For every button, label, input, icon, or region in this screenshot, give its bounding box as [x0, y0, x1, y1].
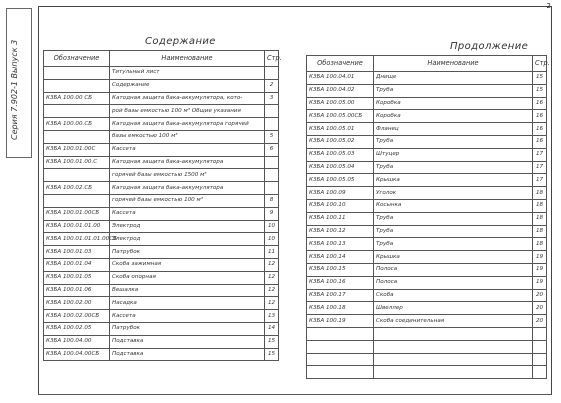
table-row — [44, 348, 279, 361]
row-name: Крышка — [374, 174, 533, 187]
row-code — [44, 130, 110, 143]
row-name: Труба — [374, 161, 533, 174]
row-name: Труба — [374, 135, 533, 148]
row-name — [374, 353, 533, 366]
row-name: Штуцер — [374, 148, 533, 161]
row-code — [44, 105, 110, 118]
table-row — [307, 289, 547, 302]
table-row — [44, 271, 279, 284]
row-name: горячей базы емкостью 100 м³ — [110, 194, 265, 207]
row-name: Катодная защита бака-аккумулятора, кото- — [110, 92, 265, 105]
table-row — [44, 258, 279, 271]
table-row — [307, 366, 547, 379]
row-page: 12 — [265, 258, 279, 271]
row-name: Полоса — [374, 276, 533, 289]
row-name — [374, 340, 533, 353]
row-page: 18 — [533, 212, 547, 225]
row-code: К3БА 100.15 — [307, 263, 374, 276]
row-code: К3БА 100.02.00СБ — [44, 310, 110, 323]
row-name: Кассета — [110, 310, 265, 323]
row-page: 20 — [533, 302, 547, 315]
table-row — [44, 169, 279, 182]
table-row — [307, 161, 547, 174]
row-name: Труба — [374, 238, 533, 251]
row-page: 20 — [533, 315, 547, 328]
row-page: 16 — [533, 123, 547, 136]
row-name: Скоба соединительная — [374, 315, 533, 328]
table-row — [307, 148, 547, 161]
row-code: К3БА 100.05.01 — [307, 123, 374, 136]
row-name: Электрод — [110, 220, 265, 233]
row-name: рой базы емкостью 100 м³ Общие указания — [110, 105, 265, 118]
row-code: К3БА 100.13 — [307, 238, 374, 251]
row-code — [307, 327, 374, 340]
row-code: К3БА 100.02.СБ — [44, 182, 110, 195]
row-page: 17 — [533, 174, 547, 187]
row-code: К3БА 100.01.00СБ — [44, 207, 110, 220]
row-page — [265, 182, 279, 195]
row-page: 10 — [265, 220, 279, 233]
row-name: базы емкостью 100 м³ — [110, 130, 265, 143]
row-name: Фланец — [374, 123, 533, 136]
header-page: Стр. — [533, 56, 547, 72]
table-row — [44, 194, 279, 207]
row-code: К3БА 100.04.00СБ — [44, 348, 110, 361]
row-page: 10 — [265, 233, 279, 246]
row-name: Насадка — [110, 297, 265, 310]
table-row — [44, 118, 279, 131]
row-code — [307, 366, 374, 379]
row-code: К3БА 100.05.02 — [307, 135, 374, 148]
table-row — [44, 105, 279, 118]
row-page: 19 — [533, 251, 547, 264]
header-name: Наименование — [374, 56, 533, 72]
row-page: 5 — [265, 130, 279, 143]
table-row — [307, 238, 547, 251]
row-page: 18 — [533, 238, 547, 251]
row-page: 20 — [533, 289, 547, 302]
row-code: К3БА 100.02.00 — [44, 297, 110, 310]
row-code — [44, 194, 110, 207]
row-code: К3БА 100.17 — [307, 289, 374, 302]
table-row — [307, 353, 547, 366]
row-name: Коробка — [374, 97, 533, 110]
row-code: К3БА 100.01.00С — [44, 143, 110, 156]
table-row — [44, 130, 279, 143]
row-name: Коробка — [374, 110, 533, 123]
row-page — [265, 67, 279, 80]
row-page: 11 — [265, 246, 279, 259]
table-row — [44, 335, 279, 348]
row-name: Труба — [374, 225, 533, 238]
row-name: Содержание — [110, 79, 265, 92]
row-page: 19 — [533, 276, 547, 289]
row-name: Скоба зажимная — [110, 258, 265, 271]
row-page: 14 — [265, 322, 279, 335]
row-page: 13 — [265, 310, 279, 323]
table-header-row — [44, 51, 279, 67]
row-code: К3БА 100.04.02 — [307, 84, 374, 97]
row-code: К3БА 100.18 — [307, 302, 374, 315]
row-page: 2 — [265, 79, 279, 92]
row-name: горячей базы емкостью 1500 м³ — [110, 169, 265, 182]
row-name: Патрубок — [110, 246, 265, 259]
row-page: 16 — [533, 135, 547, 148]
row-page: 15 — [265, 335, 279, 348]
row-code: К3БА 100.10 — [307, 199, 374, 212]
row-code: К3БА 100.16 — [307, 276, 374, 289]
table-row — [44, 67, 279, 80]
row-name: Патрубок — [110, 322, 265, 335]
row-page: 16 — [533, 110, 547, 123]
row-code: К3БА 100.05.05 — [307, 174, 374, 187]
row-page: 15 — [533, 84, 547, 97]
row-code: К3БА 100.04.00 — [44, 335, 110, 348]
row-name: Кассета — [110, 143, 265, 156]
table-row — [307, 276, 547, 289]
table-row — [44, 92, 279, 105]
row-name — [374, 327, 533, 340]
row-code — [44, 169, 110, 182]
row-name: Труба — [374, 212, 533, 225]
table-row — [44, 297, 279, 310]
table-row — [44, 220, 279, 233]
frame-bottom-line — [38, 394, 552, 395]
row-name: Кассета — [110, 207, 265, 220]
row-page — [265, 156, 279, 169]
row-page: 17 — [533, 148, 547, 161]
table-row — [307, 110, 547, 123]
row-page: 18 — [533, 225, 547, 238]
row-name: Катодная защита бака-аккумулятора — [110, 156, 265, 169]
row-page: 12 — [265, 284, 279, 297]
table-row — [44, 246, 279, 259]
row-page: 6 — [265, 143, 279, 156]
row-name: Электрод — [110, 233, 265, 246]
table-row — [307, 97, 547, 110]
row-name: Днище — [374, 72, 533, 85]
row-code: К3БА 100.05.00 — [307, 97, 374, 110]
row-name: Труба — [374, 84, 533, 97]
row-name: Швеллер — [374, 302, 533, 315]
row-page: 3 — [265, 92, 279, 105]
header-code: Обозначение — [307, 56, 374, 72]
row-page: 15 — [533, 72, 547, 85]
row-code: К3БА 100.01.00.С — [44, 156, 110, 169]
row-page: 12 — [265, 271, 279, 284]
row-code: К3БА 100.11 — [307, 212, 374, 225]
left-table-title: Содержание — [145, 36, 216, 47]
row-code: К3БА 100.05.03 — [307, 148, 374, 161]
table-row — [44, 156, 279, 169]
row-page — [533, 366, 547, 379]
row-code: К3БА 100.12 — [307, 225, 374, 238]
row-page — [533, 327, 547, 340]
row-name: Катодная защита бака-аккумулятора горячей — [110, 118, 265, 131]
row-page: 18 — [533, 187, 547, 200]
row-code: К3БА 100.19 — [307, 315, 374, 328]
table-row — [44, 284, 279, 297]
row-name: Скоба — [374, 289, 533, 302]
row-page: 17 — [533, 161, 547, 174]
row-name: Уголок — [374, 187, 533, 200]
table-row — [307, 72, 547, 85]
row-page — [533, 353, 547, 366]
table-row — [307, 251, 547, 264]
row-code: К3БА 100.01.01.01.00СБ — [44, 233, 110, 246]
table-row — [307, 327, 547, 340]
table-row — [44, 322, 279, 335]
row-page: 19 — [533, 263, 547, 276]
row-code: К3БА 100.01.03 — [44, 246, 110, 259]
table-row — [307, 315, 547, 328]
contents-table — [43, 50, 282, 361]
right-table-title: Продолжение — [450, 41, 529, 52]
table-row — [307, 187, 547, 200]
row-name: Титульный лист — [110, 67, 265, 80]
continuation-table — [306, 55, 550, 379]
row-code: К3БА 100.00 СБ — [44, 92, 110, 105]
row-code: К3БА 100.00.СБ — [44, 118, 110, 131]
table-row — [307, 199, 547, 212]
row-code — [307, 340, 374, 353]
table-row — [44, 182, 279, 195]
row-page: 16 — [533, 97, 547, 110]
header-page: Стр. — [265, 51, 279, 67]
row-name: Косынка — [374, 199, 533, 212]
table-row — [44, 143, 279, 156]
side-stamp-text: Серия 7.902-1 Выпуск 3 — [10, 39, 19, 140]
table-row — [44, 233, 279, 246]
row-name: Крышка — [374, 251, 533, 264]
row-page: 9 — [265, 207, 279, 220]
header-name: Наименование — [110, 51, 265, 67]
row-page: 8 — [265, 194, 279, 207]
row-name — [374, 366, 533, 379]
row-page: 12 — [265, 297, 279, 310]
row-code — [307, 353, 374, 366]
table-row — [307, 84, 547, 97]
row-page — [265, 118, 279, 131]
table-row — [307, 340, 547, 353]
row-name: Подставка — [110, 348, 265, 361]
table-row — [307, 123, 547, 136]
table-row — [44, 207, 279, 220]
header-code: Обозначение — [44, 51, 110, 67]
table-row — [307, 135, 547, 148]
row-page: 15 — [265, 348, 279, 361]
table-row — [307, 263, 547, 276]
table-header-row — [307, 56, 547, 72]
row-code: К3БА 100.04.01 — [307, 72, 374, 85]
row-code: К3БА 100.14 — [307, 251, 374, 264]
row-code: К3БА 100.01.01.00 — [44, 220, 110, 233]
row-code: К3БА 100.01.05 — [44, 271, 110, 284]
table-row — [307, 174, 547, 187]
row-code — [44, 79, 110, 92]
row-page: 18 — [533, 199, 547, 212]
row-code: К3БА 100.05.00СБ — [307, 110, 374, 123]
row-code: К3БА 100.02.05 — [44, 322, 110, 335]
row-code: К3БА 100.01.06 — [44, 284, 110, 297]
row-name: Катодная защита бака-аккумулятора — [110, 182, 265, 195]
row-name: Вешалка — [110, 284, 265, 297]
table-row — [44, 310, 279, 323]
table-row — [307, 225, 547, 238]
row-code: К3БА 100.01.04 — [44, 258, 110, 271]
row-code: К3БА 100.09 — [307, 187, 374, 200]
row-code — [44, 67, 110, 80]
row-name: Скоба опорная — [110, 271, 265, 284]
table-row — [44, 79, 279, 92]
row-page — [265, 169, 279, 182]
row-name: Полоса — [374, 263, 533, 276]
row-name: Подставка — [110, 335, 265, 348]
row-code: К3БА 100.05.04 — [307, 161, 374, 174]
row-page — [265, 105, 279, 118]
row-page — [533, 340, 547, 353]
page-number: 2 — [546, 2, 551, 10]
table-row — [307, 212, 547, 225]
table-row — [307, 302, 547, 315]
